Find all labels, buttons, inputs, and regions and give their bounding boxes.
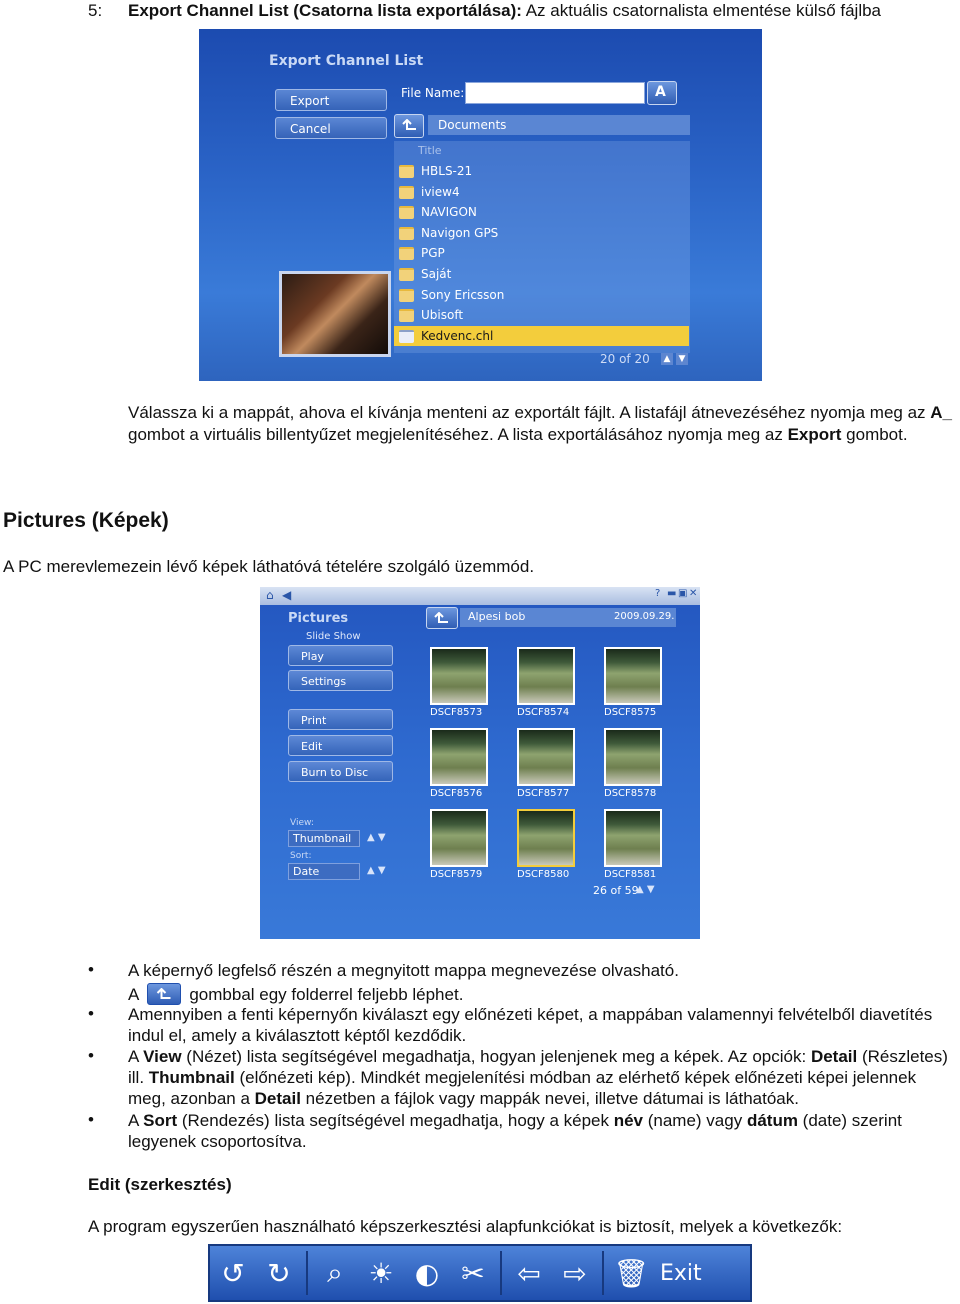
file-list-item[interactable] <box>394 182 689 202</box>
thumbnail-label: DSCF8577 <box>517 788 570 799</box>
section-heading: Export Channel List (Csatorna lista exportálása): <box>128 1 522 20</box>
pictures-intro: A PC merevlemezein lévő képek láthatóvá tételére szolgáló üzemmód. <box>3 557 535 576</box>
edit-heading: Edit (szerkesztés) <box>88 1175 232 1194</box>
bullet-text: (előnézeti kép). Mindkét megjelenítési módban az elérhető képek előnézeti képei jelennek <box>234 1068 917 1087</box>
section-number: 5: <box>88 1 103 20</box>
folder-up-button-inline <box>147 983 181 1005</box>
thumbnail-label: DSCF8574 <box>517 707 570 718</box>
picture-thumbnail[interactable] <box>517 728 575 786</box>
view-spin-icon[interactable]: ▲ ▼ <box>367 832 386 843</box>
sort-spin-icon[interactable]: ▲ ▼ <box>367 865 386 876</box>
tv-preview <box>279 271 391 357</box>
edit-intro: A program egyszerűen használható képszerkesztési alapfunkciókat is biztosít, melyek a következők: <box>88 1217 843 1236</box>
bullet-line <box>128 1067 916 1088</box>
file-name-label: File Name: <box>401 86 465 100</box>
folder-bar <box>460 608 676 627</box>
zoom-icon[interactable]: ⌕ <box>327 1256 343 1289</box>
delete-icon[interactable]: 🗑 <box>613 1256 649 1290</box>
bullet-text: (Nézet) lista segítségével megadhatja, hogyan jelenjenek meg a képek. Az opciók: <box>181 1047 811 1066</box>
picture-thumbnail[interactable] <box>517 809 575 867</box>
folder-up-button[interactable] <box>426 607 458 629</box>
folder-icon <box>399 227 414 240</box>
para-text: gombot. <box>841 425 908 444</box>
para-bold: A_ <box>930 403 953 422</box>
file-list-item[interactable] <box>394 326 689 346</box>
bullet-bold: Sort <box>143 1111 178 1130</box>
back-icon[interactable]: ◀ <box>282 588 292 602</box>
minimize-icon[interactable]: ▬ <box>667 588 677 599</box>
keyboard-button-label: A <box>655 84 666 100</box>
pictures-title: Pictures <box>288 611 349 626</box>
play-button[interactable]: Play <box>288 645 393 666</box>
bullet-text: A <box>128 1111 144 1130</box>
help-icon[interactable]: ? <box>655 588 661 599</box>
previous-icon[interactable]: ⇦ <box>517 1256 541 1290</box>
bullet-text: nézetben a fájlok vagy mappák nevei, illetve dátumai is láthatóak. <box>300 1089 799 1108</box>
bullet-line: A képernyő legfelső részén a megnyitott mappa megnevezése olvasható. <box>128 961 679 980</box>
file-list-item[interactable] <box>394 161 689 181</box>
dialog-title: Export Channel List <box>269 53 424 69</box>
picture-thumbnail[interactable] <box>604 809 662 867</box>
file-icon <box>399 330 414 343</box>
close-icon[interactable]: ✕ <box>689 588 698 599</box>
section-heading-line <box>128 0 881 21</box>
edit-toolbar <box>208 1244 752 1302</box>
picture-thumbnail[interactable] <box>517 647 575 705</box>
bullet-bold: név <box>613 1111 644 1130</box>
thumbnail-label: DSCF8578 <box>604 788 657 799</box>
bullet-text: A <box>128 984 140 1004</box>
file-list-item[interactable] <box>394 202 689 222</box>
file-list-item-label: NAVIGON <box>421 205 477 220</box>
pictures-screenshot <box>260 587 700 939</box>
folder-icon <box>399 186 414 199</box>
toolbar-separator <box>306 1251 308 1295</box>
bullet-bold: Thumbnail <box>148 1068 235 1087</box>
bullet-bold: View <box>143 1047 182 1066</box>
view-dropdown[interactable]: Thumbnail <box>288 830 360 847</box>
bullet-text: A <box>128 1047 144 1066</box>
file-name-input[interactable] <box>465 82 645 104</box>
bullet-text: (date) szerint <box>797 1111 902 1130</box>
paragraph-line <box>128 424 908 445</box>
folder-name: Alpesi bob <box>468 610 526 623</box>
toolbar-separator <box>602 1251 604 1295</box>
bullet-text: meg, azonban a <box>128 1089 255 1108</box>
folder-date: 2009.09.29. <box>614 611 675 622</box>
cancel-button[interactable]: Cancel <box>275 117 387 139</box>
folder-icon <box>399 289 414 302</box>
thumbnail-label: DSCF8575 <box>604 707 657 718</box>
thumbnail-label: DSCF8576 <box>430 788 483 799</box>
list-pager: 20 of 20 <box>600 352 650 366</box>
thumbnail-label: DSCF8573 <box>430 707 483 718</box>
contrast-icon[interactable]: ◐ <box>414 1256 440 1290</box>
home-icon[interactable]: ⌂ <box>266 588 274 602</box>
para-bold: Export <box>787 425 842 444</box>
file-list-item[interactable] <box>394 285 689 305</box>
bullet-text: (Rendezés) lista segítségével megadhatja, hogy a képek <box>177 1111 614 1130</box>
print-button[interactable]: Print <box>288 709 393 730</box>
folder-icon <box>399 309 414 322</box>
folder-icon <box>399 165 414 178</box>
folder-icon <box>399 247 414 260</box>
file-list-item[interactable] <box>394 223 689 243</box>
bullet-bold: Detail <box>254 1089 301 1108</box>
file-list-item-label: Kedvenc.chl <box>421 328 494 343</box>
file-list-item[interactable] <box>394 243 689 263</box>
pictures-pager: 26 of 59 <box>593 884 639 897</box>
file-list-item-label: Ubisoft <box>421 308 464 323</box>
bullet-line <box>128 983 463 1005</box>
keyboard-button[interactable] <box>647 81 677 105</box>
bullet-text: ill. <box>128 1068 149 1087</box>
picture-thumbnail[interactable] <box>430 728 488 786</box>
bullet-text: (name) vagy <box>643 1111 747 1130</box>
bullet-text: gombbal egy folderrel feljebb léphet. <box>189 984 464 1004</box>
bullet-icon: • <box>88 1110 94 1129</box>
picture-thumbnail[interactable] <box>604 647 662 705</box>
toolbar-separator <box>500 1251 502 1295</box>
picture-thumbnail[interactable] <box>430 809 488 867</box>
window-top-bar <box>260 587 700 605</box>
thumbnail-label: DSCF8581 <box>604 869 657 880</box>
paragraph-line <box>128 402 952 423</box>
sort-dropdown[interactable]: Date <box>288 863 360 880</box>
file-list <box>394 141 690 353</box>
pictures-heading: Pictures (Képek) <box>3 509 169 532</box>
file-list-item-label: Saját <box>421 267 452 281</box>
scroll-up-icon[interactable]: ▲ <box>661 353 673 365</box>
view-label: View: <box>290 818 314 828</box>
edit-button[interactable]: Edit <box>288 735 393 756</box>
thumbnail-label: DSCF8580 <box>517 869 570 880</box>
rotate-left-icon[interactable]: ↺ <box>221 1256 245 1290</box>
bullet-line: indul el, amely a kiválasztott képtől kezdődik. <box>128 1026 467 1045</box>
pager-spin-icon[interactable]: ▲ ▼ <box>636 884 655 895</box>
scroll-down-icon[interactable]: ▼ <box>676 353 688 365</box>
para-text: Válassza ki a mappát, ahova el kívánja menteni az exportált fájlt. A listafájl átnevezéséhez nyomja meg az <box>128 403 931 422</box>
crop-icon[interactable]: ✂ <box>461 1256 485 1290</box>
file-list-item-label: HBLS-21 <box>421 164 473 178</box>
file-list-item-label: Sony Ericsson <box>421 287 505 302</box>
thumbnail-label: DSCF8579 <box>430 869 483 880</box>
bullet-line: Amennyiben a fenti képernyőn kiválaszt egy előnézeti képet, a mappában valamennyi felvételből diavetítés <box>128 1005 933 1024</box>
next-icon[interactable]: ⇨ <box>563 1256 587 1290</box>
picture-thumbnail[interactable] <box>430 647 488 705</box>
bullet-icon: • <box>88 960 94 979</box>
burn-to-disc-button[interactable]: Burn to Disc <box>288 761 393 782</box>
folder-up-icon <box>433 612 449 624</box>
picture-thumbnail[interactable] <box>604 728 662 786</box>
current-folder: Documents <box>428 115 690 135</box>
export-button[interactable]: Export <box>275 89 387 111</box>
brightness-icon[interactable]: ☀ <box>368 1256 394 1290</box>
folder-up-icon <box>155 988 172 1000</box>
para-text: gombot a virtuális billentyűzet megjelenítéséhez. A lista exportálásához nyomja meg az <box>128 425 788 444</box>
bullet-bold: dátum <box>746 1111 798 1130</box>
folder-up-icon <box>401 119 417 131</box>
bullet-text: (Részletes) <box>857 1047 948 1066</box>
file-list-item[interactable] <box>394 264 689 284</box>
bullet-line <box>128 1088 799 1109</box>
settings-button[interactable]: Settings <box>288 670 393 691</box>
file-list-item-label: PGP <box>421 246 445 261</box>
folder-icon <box>399 206 414 219</box>
folder-up-button[interactable] <box>394 114 424 138</box>
section-heading-rest: Az aktuális csatornalista elmentése külső fájlba <box>525 1 882 20</box>
exit-button[interactable]: Exit <box>660 1260 702 1286</box>
sort-label: Sort: <box>290 851 312 861</box>
bullet-line <box>128 1046 948 1067</box>
file-list-item-label: Navigon GPS <box>421 225 499 240</box>
folder-icon <box>399 268 414 281</box>
bullet-icon: • <box>88 1004 94 1023</box>
export-channel-list-screenshot <box>199 29 762 381</box>
restore-icon[interactable]: ▣ <box>678 588 688 599</box>
bullet-line <box>128 1110 902 1131</box>
column-title: Title <box>418 144 442 157</box>
file-list-item-label: iview4 <box>421 184 460 199</box>
slide-show-label: Slide Show <box>306 631 361 642</box>
bullet-line: legyenek csoportosítva. <box>128 1132 307 1151</box>
rotate-right-icon[interactable]: ↻ <box>267 1256 291 1290</box>
bullet-icon: • <box>88 1046 94 1065</box>
file-list-item[interactable] <box>394 305 689 325</box>
bullet-bold: Detail <box>810 1047 858 1066</box>
